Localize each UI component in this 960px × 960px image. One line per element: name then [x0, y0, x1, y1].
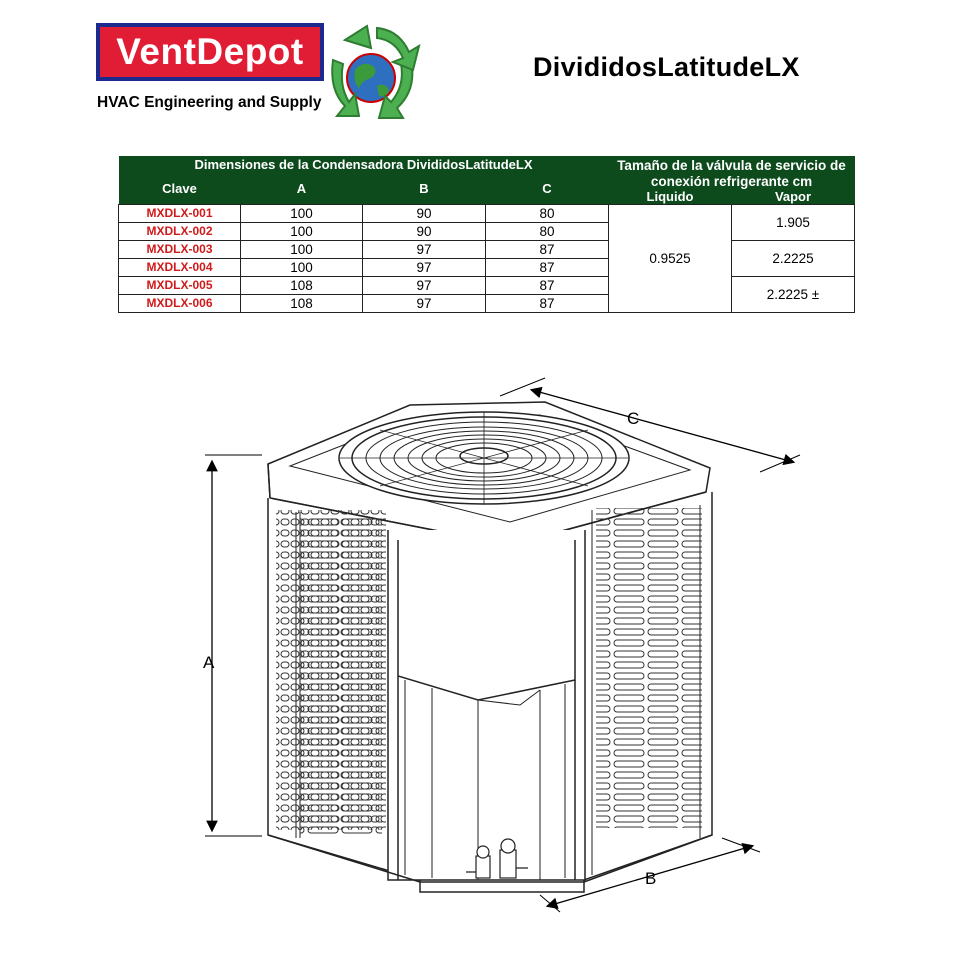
- c-cell: 87: [486, 295, 609, 313]
- a-cell: 108: [241, 295, 363, 313]
- tagline: HVAC Engineering and Supply: [97, 94, 322, 111]
- b-cell: 97: [363, 295, 486, 313]
- col-header-clave: Clave: [119, 172, 241, 205]
- valve-header: Tamaño de la válvula de servicio de conexión refrigerante cm: [609, 156, 855, 190]
- dimension-a: [205, 455, 262, 836]
- dimension-a-label: A: [203, 653, 215, 672]
- dimension-c-label: C: [627, 409, 640, 428]
- col-header-c: C: [486, 172, 609, 205]
- logo-text: VentDepot: [116, 31, 304, 72]
- b-cell: 97: [363, 259, 486, 277]
- col-header-b: B: [363, 172, 486, 205]
- clave-cell: MXDLX-003: [119, 241, 241, 259]
- b-cell: 97: [363, 241, 486, 259]
- col-header-vapor: Vapor: [732, 190, 855, 205]
- vapor-cell: 2.2225: [732, 241, 855, 277]
- clave-cell: MXDLX-004: [119, 259, 241, 277]
- product-line-title: DivididosLatitudeLX: [533, 52, 800, 82]
- c-cell: 80: [486, 205, 609, 223]
- a-cell: 100: [241, 241, 363, 259]
- condenser-unit-drawing: [0, 350, 960, 950]
- b-cell: 90: [363, 223, 486, 241]
- clave-cell: MXDLX-005: [119, 277, 241, 295]
- clave-cell: MXDLX-006: [119, 295, 241, 313]
- a-cell: 108: [241, 277, 363, 295]
- a-cell: 100: [241, 205, 363, 223]
- dimension-b-label: B: [645, 869, 657, 888]
- front-corner-panel: [388, 530, 585, 880]
- col-header-a: A: [241, 172, 363, 205]
- c-cell: 87: [486, 241, 609, 259]
- vapor-cell: 2.2225 ±: [732, 277, 855, 313]
- table-row: [119, 241, 855, 259]
- dimensions-table: [118, 156, 855, 313]
- b-cell: 90: [363, 205, 486, 223]
- c-cell: 87: [486, 277, 609, 295]
- table-row: [119, 277, 855, 295]
- col-header-liquido: Liquido: [609, 190, 732, 205]
- a-cell: 100: [241, 259, 363, 277]
- clave-cell: MXDLX-002: [119, 223, 241, 241]
- table-row: [119, 205, 855, 223]
- logo-red-panel: [100, 27, 320, 77]
- c-cell: 80: [486, 223, 609, 241]
- a-cell: 100: [241, 223, 363, 241]
- c-cell: 87: [486, 259, 609, 277]
- liquido-cell: 0.9525: [609, 205, 732, 313]
- vapor-cell: 1.905: [732, 205, 855, 241]
- table-title: Dimensiones de la Condensadora DivididosLatitudeLX: [119, 156, 609, 172]
- clave-cell: MXDLX-001: [119, 205, 241, 223]
- recycle-globe-icon: [315, 20, 427, 132]
- ventdepot-logo: [96, 23, 324, 81]
- b-cell: 97: [363, 277, 486, 295]
